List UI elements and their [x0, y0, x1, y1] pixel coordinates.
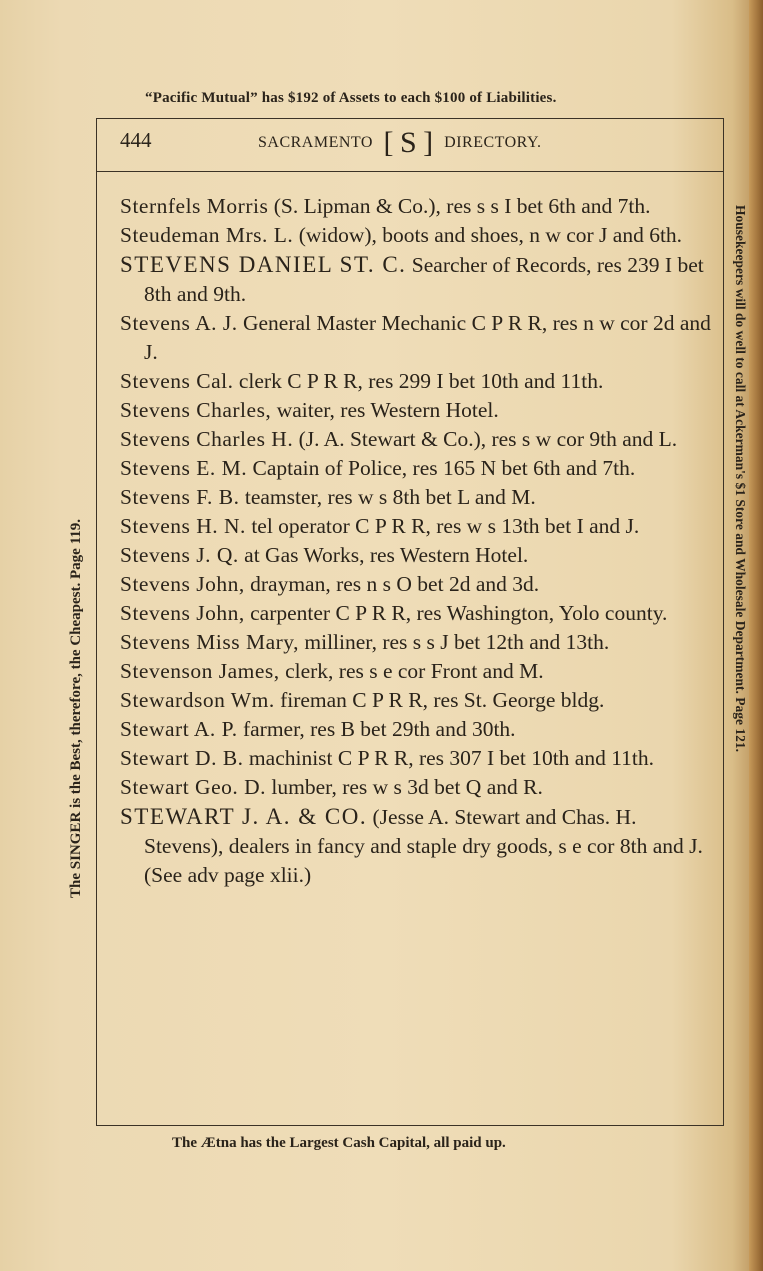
entry-details: Searcher of Records, res 239 I bet 8th and 9th. — [144, 253, 704, 306]
header-city: SACRAMENTO — [258, 134, 373, 151]
entry-name: STEWART J. A. & CO. — [120, 804, 368, 829]
entry-details: farmer, res B bet 29th and 30th. — [237, 717, 516, 741]
entry-name: Stevens F. B. — [120, 485, 240, 509]
directory-entry — [120, 454, 720, 483]
entry-details: lumber, res w s 3d bet Q and R. — [266, 775, 543, 799]
directory-entry — [120, 599, 720, 628]
top-advertisement: “Pacific Mutual” has $192 of Assets to each $100 of Liabilities. — [145, 90, 557, 106]
header-bracket-right: ] — [423, 126, 434, 159]
entry-details: General Master Mechanic C P R R, res n w cor 2d and J. — [144, 311, 711, 364]
header-title: DIRECTORY. — [444, 134, 542, 151]
entry-details: clerk, res s e cor Front and M. — [279, 659, 544, 683]
entry-name: Stevens Cal. — [120, 369, 234, 393]
entry-name: STEVENS DANIEL ST. C. — [120, 252, 407, 277]
directory-entries — [120, 192, 720, 890]
entry-details: tel operator C P R R, res w s 13th bet I and J. — [245, 514, 640, 538]
entry-details: teamster, res w s 8th bet L and M. — [239, 485, 536, 509]
entry-name: Stevens J. Q. — [120, 543, 239, 567]
directory-entry — [120, 483, 720, 512]
entry-details: at Gas Works, res Western Hotel. — [238, 543, 529, 567]
directory-entry — [120, 250, 720, 309]
directory-entry — [120, 773, 720, 802]
bottom-advertisement: The Ætna has the Largest Cash Capital, all paid up. — [172, 1135, 506, 1151]
directory-entry — [120, 686, 720, 715]
entry-name: Stewart Geo. D. — [120, 775, 267, 799]
directory-entry — [120, 512, 720, 541]
header-section-letter: S — [399, 126, 418, 159]
directory-entry — [120, 570, 720, 599]
directory-entry — [120, 425, 720, 454]
page-header — [96, 118, 724, 172]
entry-name: Stevens John, — [120, 601, 245, 625]
entry-name: Stevens Charles H. — [120, 427, 294, 451]
directory-entry — [120, 192, 720, 221]
page-number: 444 — [120, 128, 152, 152]
entry-name: Stevens H. N. — [120, 514, 246, 538]
entry-details: (S. Lipman & Co.), res s s I bet 6th and 7th. — [268, 194, 651, 218]
entry-details: (widow), boots and shoes, n w cor J and 6th. — [293, 223, 683, 247]
entry-name: Stevens Charles, — [120, 398, 272, 422]
header-bracket-left: [ — [383, 126, 394, 159]
entry-name: Stevens E. M. — [120, 456, 248, 480]
directory-entry — [120, 309, 720, 367]
directory-entry — [120, 802, 720, 890]
entry-name: Stevenson James, — [120, 659, 280, 683]
directory-entry — [120, 657, 720, 686]
left-margin-advertisement: The SINGER is the Best, therefore, the Cheapest. Page 119. — [68, 519, 84, 898]
entry-details: carpenter C P R R, res Washington, Yolo county. — [244, 601, 668, 625]
entry-name: Sternfels Morris — [120, 194, 269, 218]
entry-details: milliner, res s s J bet 12th and 13th. — [299, 630, 610, 654]
running-head — [258, 126, 541, 160]
entry-name: Stevens John, — [120, 572, 245, 596]
entry-name: Stevens A. J. — [120, 311, 238, 335]
directory-entry — [120, 628, 720, 657]
entry-name: Stewart A. P. — [120, 717, 238, 741]
entry-details: clerk C P R R, res 299 I bet 10th and 11th. — [233, 369, 604, 393]
directory-entry — [120, 744, 720, 773]
right-margin-advertisement: Housekeepers will do well to call at Ackerman's $1 Store and Wholesale Department. Page 121. — [733, 205, 748, 752]
entry-details: (J. A. Stewart & Co.), res s w cor 9th and L. — [293, 427, 678, 451]
directory-entry — [120, 367, 720, 396]
entry-details: Captain of Police, res 165 N bet 6th and 7th. — [247, 456, 636, 480]
entry-name: Steudeman Mrs. L. — [120, 223, 294, 247]
entry-name: Stevens Miss Mary, — [120, 630, 300, 654]
entry-details: drayman, res n s O bet 2d and 3d. — [244, 572, 540, 596]
entry-details: fireman C P R R, res St. George bldg. — [274, 688, 605, 712]
entry-details: machinist C P R R, res 307 I bet 10th and 11th. — [243, 746, 655, 770]
book-spine-edge — [749, 0, 763, 1271]
directory-entry — [120, 396, 720, 425]
directory-entry — [120, 715, 720, 744]
entry-details: (Jesse A. Stewart and Chas. H. Stevens), dealers in fancy and staple dry goods, s e cor 8th and J. (See adv page xlii.) — [144, 805, 703, 887]
directory-entry — [120, 541, 720, 570]
entry-name: Stewardson Wm. — [120, 688, 275, 712]
entry-name: Stewart D. B. — [120, 746, 244, 770]
directory-entry — [120, 221, 720, 250]
entry-details: waiter, res Western Hotel. — [271, 398, 499, 422]
